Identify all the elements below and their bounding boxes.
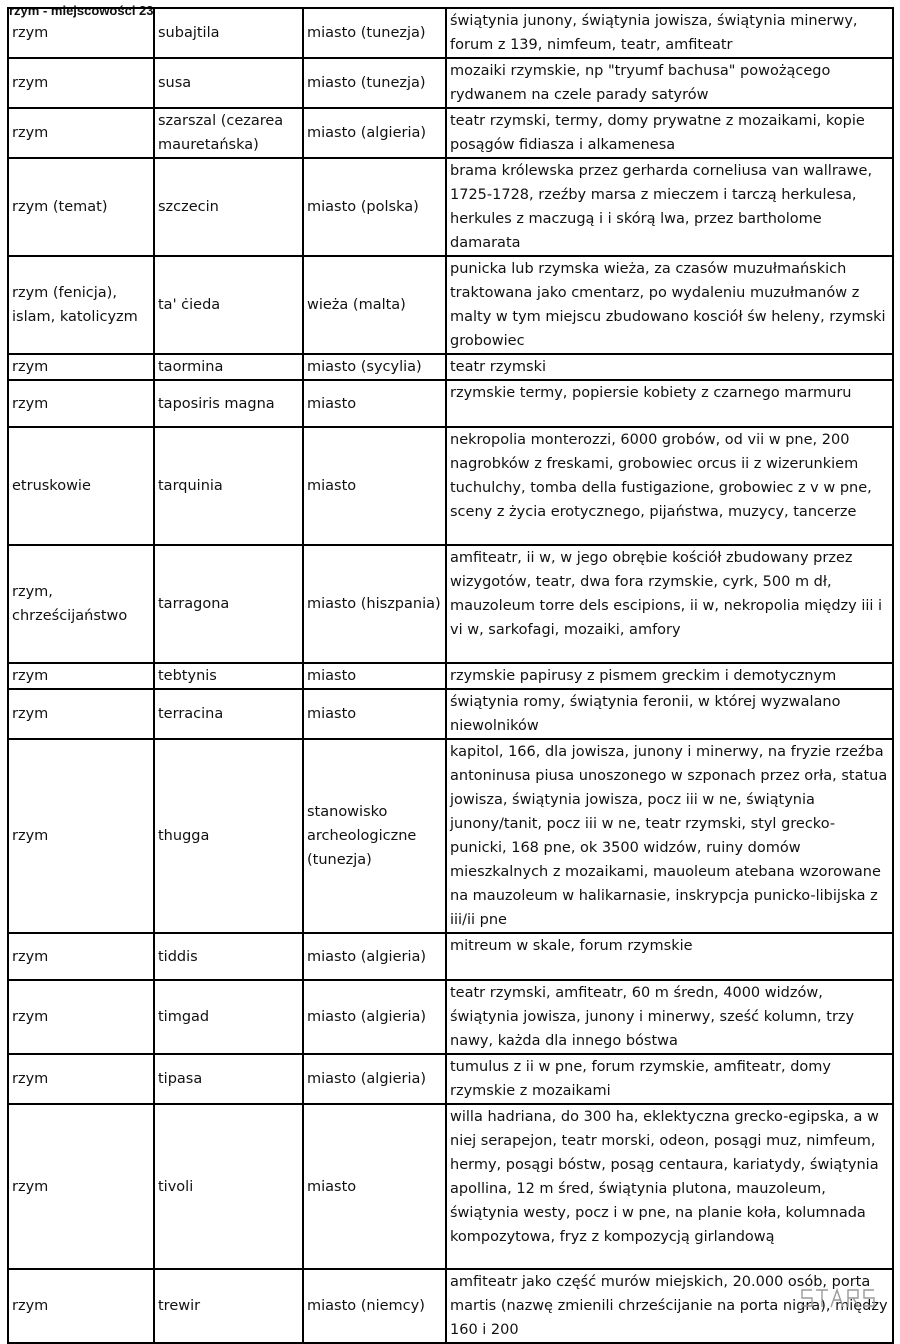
table-row [8, 663, 893, 689]
description-cell: świątynia junony, świątynia jowisza, świątynia minerwy, forum z 139, nimfeum, teatr, amfiteatr [446, 8, 893, 58]
type-cell: miasto (sycylia) [303, 354, 446, 380]
place-cell: tiddis [154, 933, 303, 980]
culture-cell: etruskowie [8, 427, 154, 545]
places-table [7, 7, 894, 1344]
table-row [8, 739, 893, 933]
description-cell: teatr rzymski, amfiteatr, 60 m średn, 4000 widzów, świątynia jowisza, junony i minerwy, sześć kolumn, trzy nawy, każda dla innego bóstwa [446, 980, 893, 1054]
description-cell: rzymskie termy, popiersie kobiety z czarnego marmuru [446, 380, 893, 427]
description-cell: teatr rzymski [446, 354, 893, 380]
table-row [8, 689, 893, 739]
place-cell: trewir [154, 1269, 303, 1343]
type-cell: miasto [303, 427, 446, 545]
type-cell: miasto (algieria) [303, 1054, 446, 1104]
description-cell: kapitol, 166, dla jowisza, junony i minerwy, na fryzie rzeźba antoninusa piusa unoszonego w szponach przez orła, statua jowisza, świątynia jowisza, pocz iii w ne, świątynia junony/tanit, pocz iii w ne, teatr rzymski, styl grecko-punicki, 168 pne, ok 3500 widzów, ruiny domów mieszkalnych z mozaikami, mauoleum atebana wzorowane na mauzoleum w halikarnasie, inskrypcja punicko-libijska z iii/ii pne [446, 739, 893, 933]
table-row [8, 545, 893, 663]
table-row [8, 8, 893, 58]
type-cell: stanowisko archeologiczne (tunezja) [303, 739, 446, 933]
place-cell: taposiris magna [154, 380, 303, 427]
culture-cell: rzym [8, 354, 154, 380]
table-row [8, 256, 893, 354]
place-cell: ta' ċieda [154, 256, 303, 354]
place-cell: taormina [154, 354, 303, 380]
culture-cell: rzym [8, 980, 154, 1054]
place-cell: timgad [154, 980, 303, 1054]
description-cell: rzymskie papirusy z pismem greckim i demotycznym [446, 663, 893, 689]
culture-cell: rzym [8, 1269, 154, 1343]
place-cell: tarragona [154, 545, 303, 663]
culture-cell: rzym [8, 739, 154, 933]
culture-cell: rzym [8, 933, 154, 980]
description-cell: mozaiki rzymskie, np "tryumf bachusa" powożącego rydwanem na czele parady satyrów [446, 58, 893, 108]
type-cell: miasto (niemcy) [303, 1269, 446, 1343]
culture-cell: rzym [8, 689, 154, 739]
type-cell: miasto [303, 1104, 446, 1269]
place-cell: subajtila [154, 8, 303, 58]
culture-cell: rzym [8, 663, 154, 689]
culture-cell: rzym [8, 58, 154, 108]
type-cell: miasto [303, 689, 446, 739]
table-row [8, 1269, 893, 1343]
table-row [8, 58, 893, 108]
culture-cell: rzym [8, 108, 154, 158]
culture-cell: rzym [8, 8, 154, 58]
table-row [8, 158, 893, 256]
table-row [8, 427, 893, 545]
place-cell: tipasa [154, 1054, 303, 1104]
table-row [8, 980, 893, 1054]
stars-logo-watermark [798, 1285, 894, 1311]
type-cell: miasto (hiszpania) [303, 545, 446, 663]
type-cell: miasto (algieria) [303, 933, 446, 980]
description-cell: nekropolia monterozzi, 6000 grobów, od vii w pne, 200 nagrobków z freskami, grobowiec orcus ii z wizerunkiem tuchulchy, tomba della fustigazione, grobowiec z v w pne, sceny z życia erotycznego, pijaństwa, muzycy, tancerze [446, 427, 893, 545]
description-cell: amfiteatr, ii w, w jego obrębie kościół zbudowany przez wizygotów, teatr, dwa fora rzymskie, cyrk, 500 m dł, mauzoleum torre dels escipions, ii w, nekropolia między iii i vi w, sarkofagi, mozaiki, amfory [446, 545, 893, 663]
table-row [8, 354, 893, 380]
culture-cell: rzym [8, 1054, 154, 1104]
description-cell: tumulus z ii w pne, forum rzymskie, amfiteatr, domy rzymskie z mozaikami [446, 1054, 893, 1104]
type-cell: miasto (polska) [303, 158, 446, 256]
description-cell: amfiteatr jako część murów miejskich, 20.000 osób, porta martis (nazwę zmienili chrześcijanie na porta nigra), między 160 i 200 [446, 1269, 893, 1343]
place-cell: thugga [154, 739, 303, 933]
description-cell: mitreum w skale, forum rzymskie [446, 933, 893, 980]
table-row [8, 108, 893, 158]
table-row [8, 380, 893, 427]
place-cell: susa [154, 58, 303, 108]
type-cell: miasto (tunezja) [303, 8, 446, 58]
place-cell: tebtynis [154, 663, 303, 689]
type-cell: miasto (tunezja) [303, 58, 446, 108]
type-cell: miasto [303, 663, 446, 689]
table-row [8, 933, 893, 980]
type-cell: wieża (malta) [303, 256, 446, 354]
description-cell: willa hadriana, do 300 ha, eklektyczna grecko-egipska, a w niej serapejon, teatr morski, odeon, posągi muz, nimfeum, hermy, posągi bóstw, posąg centaura, kariatydy, świątynia apollina, 12 m śred, świątynia plutona, mauzoleum, świątynia westy, pocz i w pne, na planie koła, kolumnada kompozytowa, fryz z kompozycją girlandową [446, 1104, 893, 1269]
type-cell: miasto (algieria) [303, 108, 446, 158]
type-cell: miasto (algieria) [303, 980, 446, 1054]
place-cell: tarquinia [154, 427, 303, 545]
culture-cell: rzym (fenicja), islam, katolicyzm [8, 256, 154, 354]
description-cell: świątynia romy, świątynia feronii, w której wyzwalano niewolników [446, 689, 893, 739]
table-body [8, 8, 893, 1343]
page-title: rzym - miejscowości 23 [9, 3, 154, 18]
description-cell: brama królewska przez gerharda corneliusa van wallrawe, 1725-1728, rzeźby marsa z mieczem i tarczą herkulesa, herkules z maczugą i i skórą lwa, przez bartholome damarata [446, 158, 893, 256]
place-cell: szarszal (cezarea mauretańska) [154, 108, 303, 158]
place-cell: szczecin [154, 158, 303, 256]
culture-cell: rzym [8, 380, 154, 427]
type-cell: miasto [303, 380, 446, 427]
culture-cell: rzym [8, 1104, 154, 1269]
culture-cell: rzym (temat) [8, 158, 154, 256]
description-cell: teatr rzymski, termy, domy prywatne z mozaikami, kopie posągów fidiasza i alkamenesa [446, 108, 893, 158]
culture-cell: rzym, chrześcijaństwo [8, 545, 154, 663]
place-cell: tivoli [154, 1104, 303, 1269]
place-cell: terracina [154, 689, 303, 739]
table-row [8, 1104, 893, 1269]
table-row [8, 1054, 893, 1104]
description-cell: punicka lub rzymska wieża, za czasów muzułmańskich traktowana jako cmentarz, po wydaleniu muzułmanów z malty w tym miejscu zbudowano kosciół św heleny, rzymski grobowiec [446, 256, 893, 354]
